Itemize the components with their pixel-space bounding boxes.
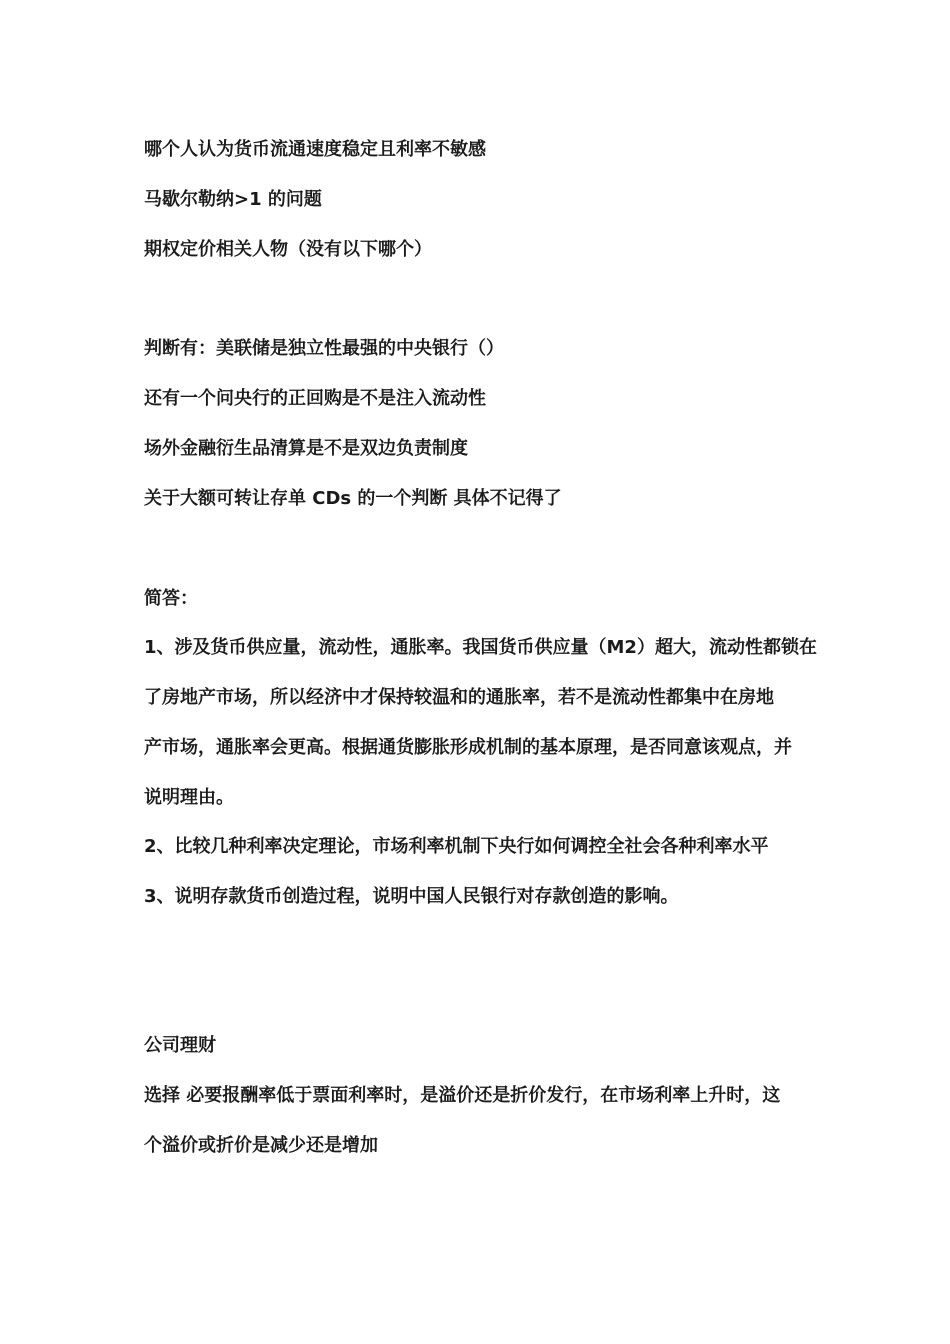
- short-answer-1-line-1: 1、涉及货币供应量，流动性，通胀率。我国货币供应量（M2）超大，流动性都锁在: [144, 637, 817, 658]
- corporate-finance-question-line-1: 选择 必要报酬率低于票面利率时，是溢价还是折价发行，在市场利率上升时，这: [144, 1085, 781, 1106]
- judgment-cds: 关于大额可转让存单 CDs 的一个判断 具体不记得了: [144, 488, 562, 509]
- question-marshall-lerner: 马歇尔勒纳>1 的问题: [144, 189, 322, 210]
- corporate-finance-question: [144, 1071, 808, 1171]
- judgment-reverse-repo: 还有一个问央行的正回购是不是注入流动性: [144, 388, 486, 409]
- question-option-pricing: 期权定价相关人物（没有以下哪个）: [144, 239, 432, 260]
- corporate-finance-heading: 公司理财: [144, 1035, 216, 1056]
- short-answer-1-line-4: 说明理由。: [144, 787, 234, 808]
- corporate-finance-question-line-2: 个溢价或折价是减少还是增加: [144, 1135, 378, 1156]
- judgment-otc-clearing: 场外金融衍生品清算是不是双边负责制度: [144, 438, 468, 459]
- short-answer-2: 2、比较几种利率决定理论，市场利率机制下央行如何调控全社会各种利率水平: [144, 836, 769, 857]
- judgment-fed-independence: 判断有：美联储是独立性最强的中央银行（）: [144, 338, 504, 359]
- short-answer-heading: 简答：: [144, 588, 198, 609]
- short-answer-1-line-2: 了房地产市场，所以经济中才保持较温和的通胀率，若不是流动性都集中在房地: [144, 687, 774, 708]
- short-answer-3: 3、说明存款货币创造过程，说明中国人民银行对存款创造的影响。: [144, 886, 679, 907]
- short-answer-1: [144, 623, 817, 823]
- question-monetary-velocity: 哪个人认为货币流通速度稳定且利率不敏感: [144, 139, 486, 160]
- short-answer-1-line-3: 产市场，通胀率会更高。根据通货膨胀形成机制的基本原理，是否同意该观点，并: [144, 737, 792, 758]
